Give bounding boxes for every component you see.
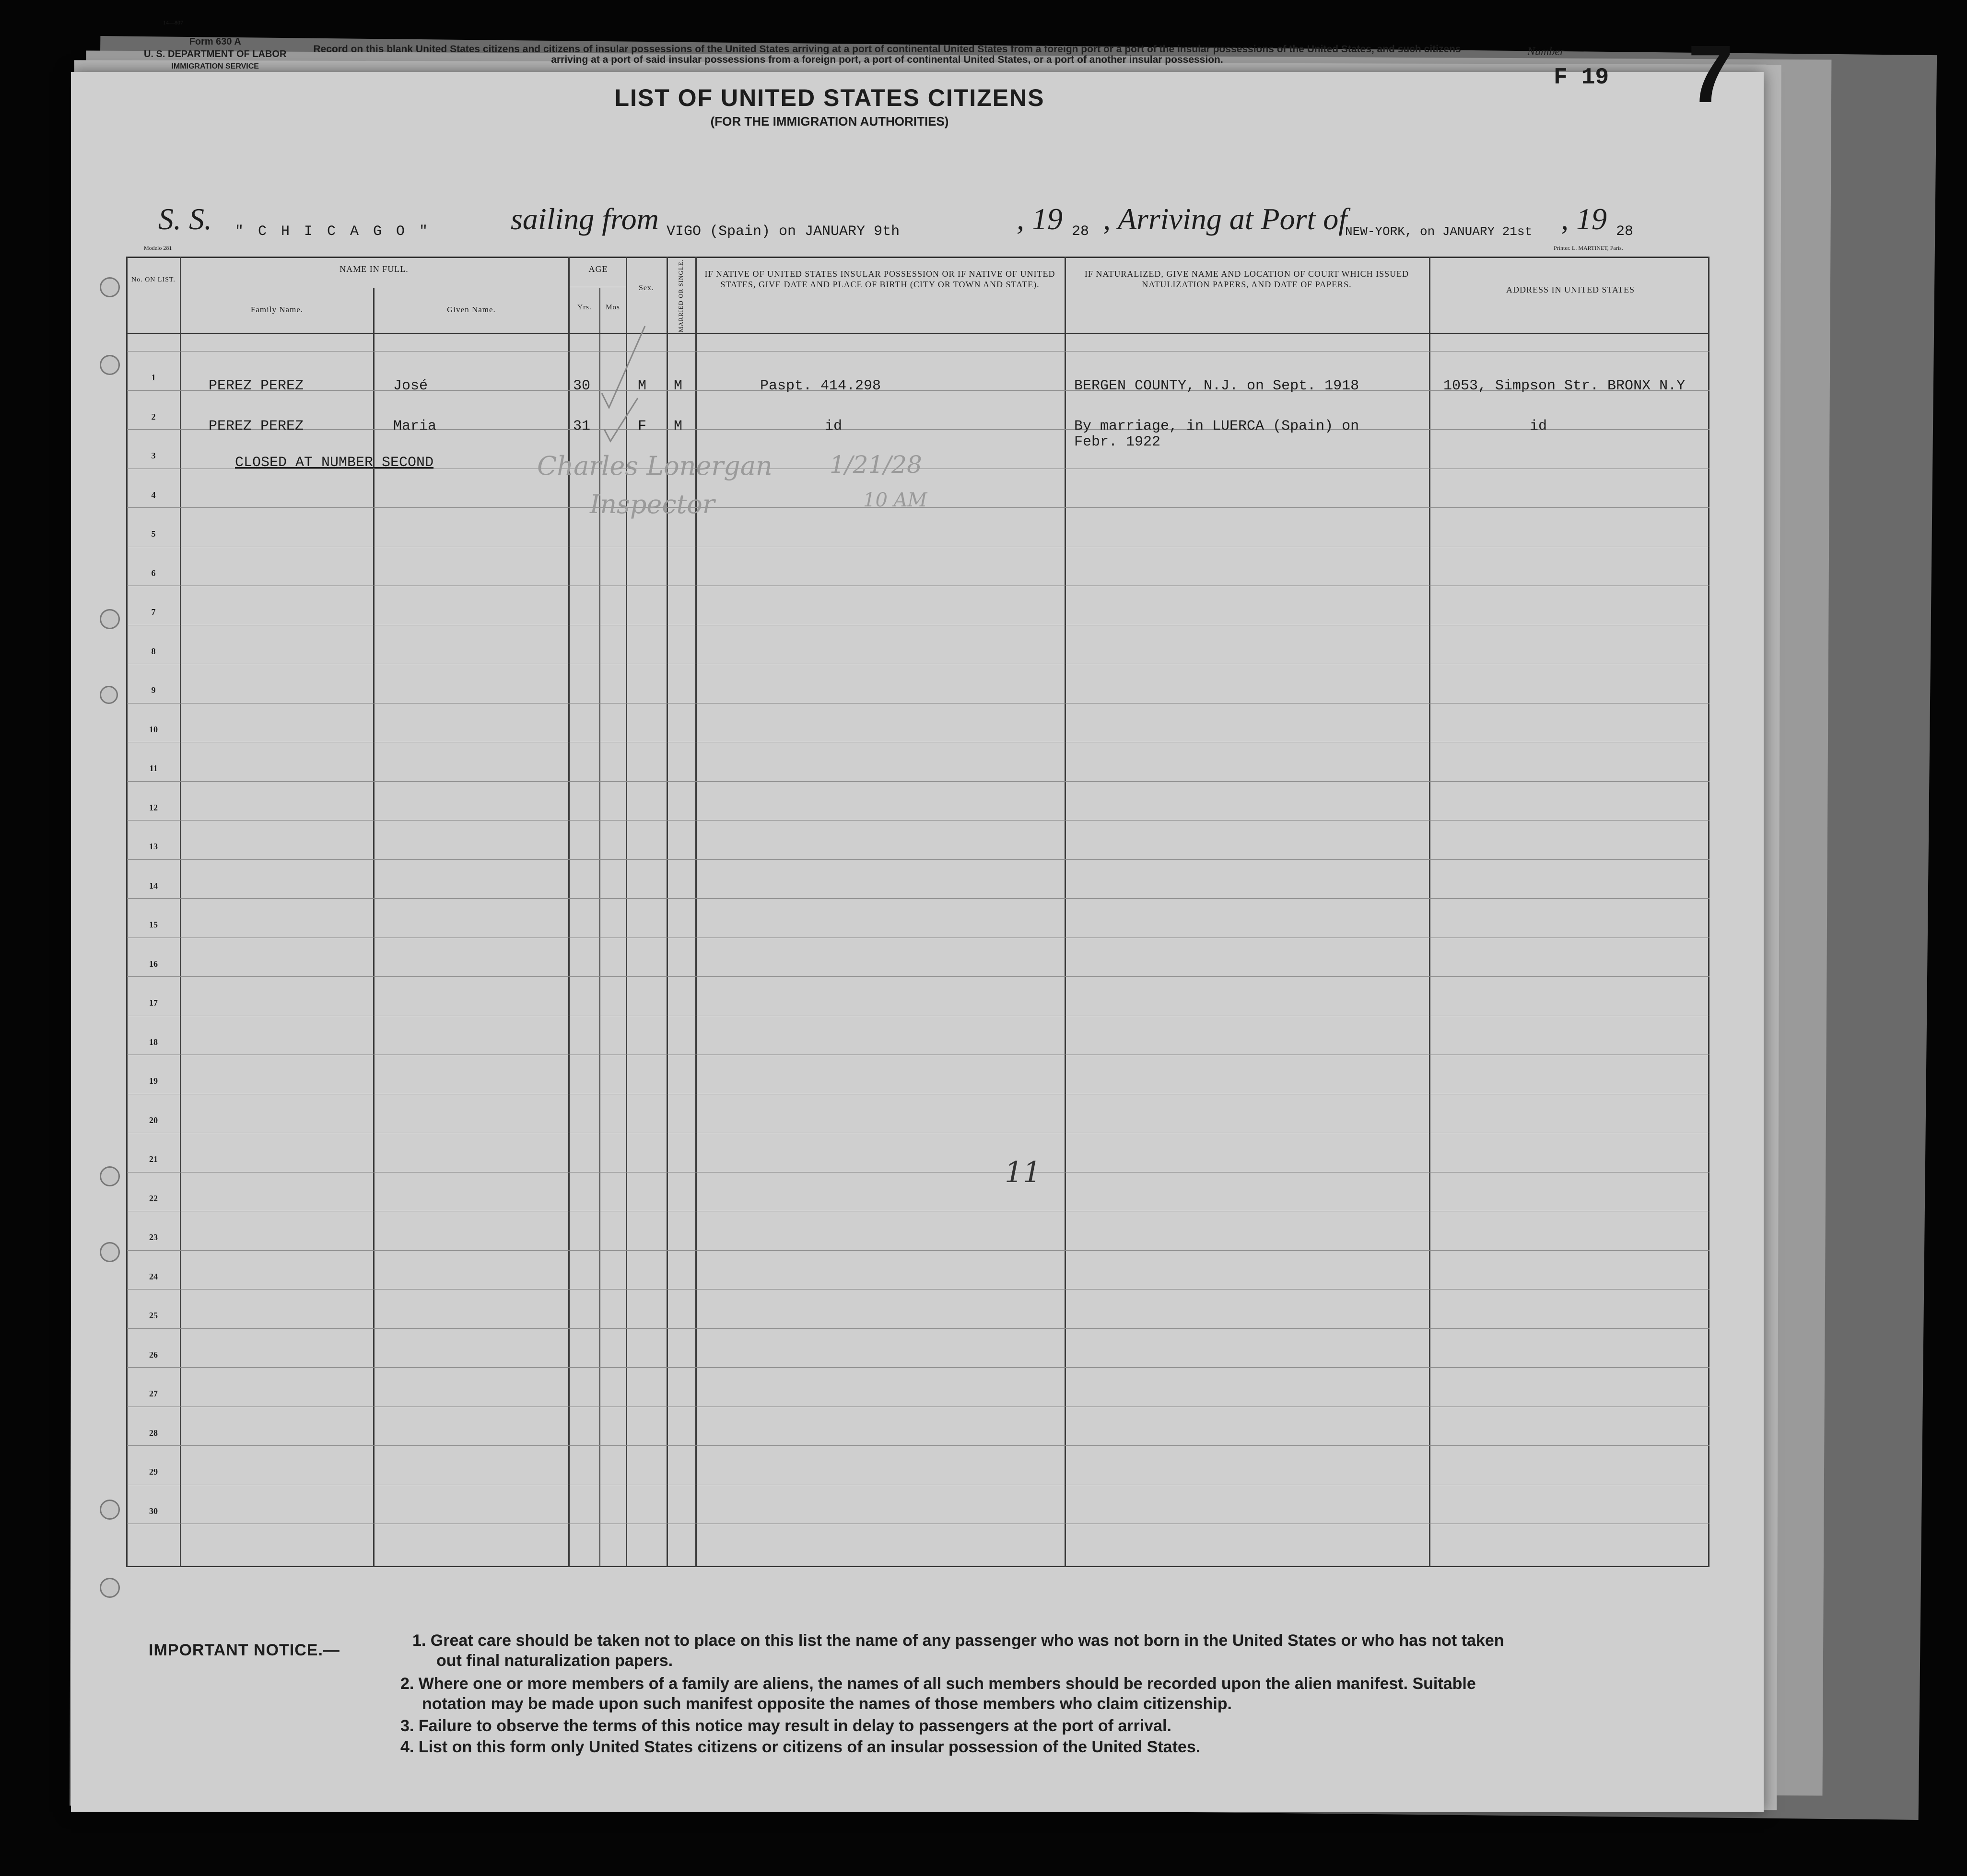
row-divider	[127, 1367, 1709, 1368]
binder-hole	[100, 277, 120, 297]
service-name: IMMIGRATION SERVICE	[171, 62, 259, 70]
row-number: 30	[149, 1506, 158, 1516]
entry-2-age: 31	[573, 418, 591, 434]
row-number: 22	[149, 1194, 158, 1203]
printer-credit: Printer. L. MARTINET, Paris.	[1554, 245, 1623, 251]
row-number: 17	[149, 998, 158, 1008]
entry-2-sex: F	[638, 418, 647, 434]
header-given-name: Given Name.	[447, 305, 496, 314]
binder-hole	[100, 686, 118, 704]
year-prefix-1: , 19	[1017, 202, 1063, 236]
row-number: 10	[149, 725, 158, 734]
entry-1-marital: M	[674, 378, 683, 394]
form-identity	[144, 35, 286, 73]
row-number: 29	[149, 1467, 158, 1477]
entry-2-family-name: PEREZ PEREZ	[209, 418, 304, 434]
modelo-code: Modelo 281	[144, 245, 172, 251]
column-divider	[1708, 257, 1709, 1567]
inspector-signature: Charles Lonergan	[537, 451, 773, 481]
column-divider	[1065, 257, 1066, 1567]
header-sex: Sex.	[639, 284, 654, 292]
sailing-from-label: sailing from	[511, 202, 659, 236]
closing-note: CLOSED AT NUMBER SECOND	[235, 455, 434, 471]
entry-1-sex: M	[638, 378, 647, 394]
row-number: 24	[149, 1272, 158, 1281]
header-months: Mos	[606, 304, 620, 311]
row-divider	[127, 820, 1709, 821]
ship-name: " C H I C A G O "	[235, 223, 431, 240]
checkmark-icon	[602, 326, 645, 408]
check-marks	[597, 312, 655, 446]
row-divider	[127, 1445, 1709, 1446]
column-divider	[180, 257, 181, 1567]
row-number: 21	[149, 1154, 158, 1164]
department-name: U. S. DEPARTMENT OF LABOR	[144, 49, 287, 59]
year-suffix-1: 28	[1072, 223, 1089, 240]
row-number: 13	[149, 842, 158, 851]
entry-1-given-name: José	[393, 378, 428, 394]
row-number: 25	[149, 1311, 158, 1320]
notice-item-3: 3. Failure to observe the terms of this notice may result in delay to passengers at the port of arrival.	[400, 1717, 1171, 1735]
row-number: 5	[151, 529, 156, 539]
header-address: ADDRESS IN UNITED STATES	[1506, 285, 1635, 294]
notice-item-1: 1. Great care should be taken not to place on this list the name of any passenger who was not born in the United States or who has not taken	[412, 1631, 1504, 1650]
departure-info: VIGO (Spain) on JANUARY 9th	[667, 223, 900, 240]
arriving-label: , Arriving at Port of	[1103, 202, 1347, 236]
row-number: 4	[151, 490, 156, 500]
notice-item-4: 4. List on this form only United States citizens or citizens of an insular possession of the United States.	[400, 1738, 1201, 1756]
header-name-in-full: NAME IN FULL.	[340, 264, 409, 274]
row-number: 26	[149, 1350, 158, 1360]
form-number: Form 630 A	[189, 36, 241, 47]
entry-1-family-name: PEREZ PEREZ	[209, 378, 304, 394]
binder-hole	[100, 609, 120, 629]
checkmark-icon	[604, 398, 638, 441]
column-divider	[1429, 257, 1430, 1567]
row-divider	[127, 859, 1709, 860]
row-number: 8	[151, 646, 156, 656]
row-number: 27	[149, 1389, 158, 1398]
row-divider	[127, 976, 1709, 977]
inspection-date: 1/21/28	[830, 451, 922, 479]
binder-hole	[100, 355, 120, 375]
row-number: 11	[149, 763, 158, 773]
notice-label: IMPORTANT NOTICE.—	[149, 1641, 340, 1659]
page-title: LIST OF UNITED STATES CITIZENS	[614, 84, 1045, 111]
binder-hole	[100, 1242, 120, 1262]
entry-2-address: id	[1530, 418, 1547, 434]
row-number: 9	[151, 685, 156, 695]
row-number: 16	[149, 959, 158, 969]
column-divider	[373, 288, 375, 1567]
row-number: 2	[151, 412, 156, 422]
header-married-single: MARRIED OR SINGLE.	[677, 259, 684, 332]
ss-label: S. S.	[158, 202, 212, 236]
row-number: 14	[149, 881, 158, 891]
row-number: 19	[149, 1076, 158, 1086]
header-family-name: Family Name.	[250, 305, 304, 314]
row-number: 6	[151, 568, 156, 578]
row-divider	[127, 1250, 1709, 1251]
form-instruction: Record on this blank United States citizens and citizens of insular possessions of the United States arriving at a port of continental United States from a foreign port or a port of the insular possessions of the United States, and such citizens arriving at a port of said insular possessions from a foreign port, a port of continental United States, or a port of another insular possession.	[313, 44, 1461, 65]
year-suffix-2: 28	[1616, 223, 1634, 240]
row-divider	[127, 898, 1709, 899]
entry-1-birth: Paspt. 414.298	[760, 378, 881, 394]
header-years: Yrs.	[577, 304, 592, 311]
row-number: 18	[149, 1037, 158, 1047]
inspector-title: Inspector	[590, 489, 715, 519]
row-number: 12	[149, 803, 158, 812]
binder-hole	[100, 1500, 120, 1520]
number-label: Number	[1527, 46, 1565, 58]
inspection-time: 10 AM	[863, 489, 927, 511]
entry-2-naturalization: By marriage, in LUERCA (Spain) on	[1074, 418, 1359, 434]
header-no-on-list: No. ON LIST.	[131, 276, 176, 283]
table-bottom-border	[127, 1566, 1709, 1567]
entry-2-marital: M	[674, 418, 683, 434]
row-divider	[127, 429, 1709, 430]
row-number: 28	[149, 1428, 158, 1438]
row-number: 7	[151, 607, 156, 617]
list-number: F 19	[1554, 65, 1609, 91]
arrival-info: NEW-YORK, on JANUARY 21st	[1345, 224, 1533, 239]
row-divider	[127, 1289, 1709, 1290]
entry-2-birth: id	[825, 418, 843, 434]
entry-2-naturalization-date: Febr. 1922	[1074, 434, 1161, 450]
year-prefix-2: , 19	[1561, 202, 1607, 236]
page-subtitle: (FOR THE IMMIGRATION AUTHORITIES)	[710, 114, 949, 129]
row-divider	[127, 781, 1709, 782]
table-top-border	[127, 257, 1709, 258]
margin-mark: 11	[1005, 1156, 1042, 1189]
row-number: 3	[151, 451, 156, 460]
entry-1-naturalization: BERGEN COUNTY, N.J. on Sept. 1918	[1074, 378, 1359, 394]
binder-hole	[100, 1578, 120, 1598]
row-divider	[127, 703, 1709, 704]
row-number: 15	[149, 920, 158, 929]
header-birth-info: IF NATIVE OF UNITED STATES INSULAR POSSESSION OR IF NATIVE OF UNITED STATES, GIVE DATE AND PLACE OF BIRTH (CITY OR TOWN AND STATE).	[704, 269, 1055, 289]
header-naturalization: IF NATURALIZED, GIVE NAME AND LOCATION OF COURT WHICH ISSUED NATULIZATION PAPERS, AND DATE OF PAPERS.	[1084, 269, 1409, 289]
notice-item-1-continued: out final naturalization papers.	[436, 1652, 673, 1670]
header-age: AGE	[588, 264, 608, 274]
page-number: 7	[1688, 29, 1733, 120]
row-divider	[127, 1328, 1709, 1329]
notice-item-2-continued: notation may be made upon such manifest opposite the names of those members who claim citizenship.	[422, 1695, 1232, 1713]
row-number: 1	[151, 373, 156, 382]
row-number: 20	[149, 1115, 158, 1125]
row-number: 23	[149, 1232, 158, 1242]
entry-1-address: 1053, Simpson Str. BRONX N.Y	[1443, 378, 1686, 394]
form-code: 14—807	[163, 19, 183, 26]
notice-item-2: 2. Where one or more members of a family are aliens, the names of all such members should be recorded upon the alien manifest. Suitable	[400, 1675, 1476, 1693]
entry-2-given-name: Maria	[393, 418, 437, 434]
table-header-border	[127, 333, 1709, 334]
row-divider	[127, 351, 1709, 352]
binder-hole	[100, 1166, 120, 1186]
entry-1-age: 30	[573, 378, 591, 394]
